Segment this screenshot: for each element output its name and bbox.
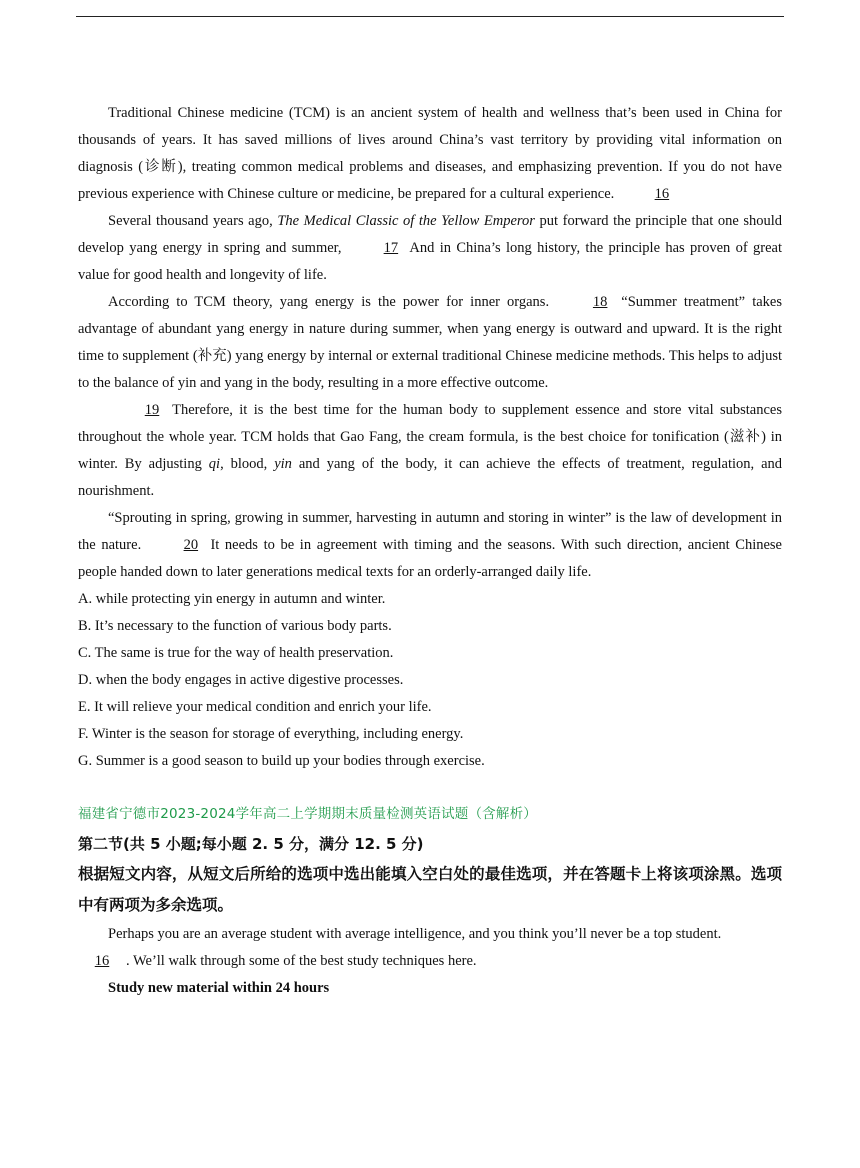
options-list xyxy=(78,586,782,775)
option-d: D. when the body engages in active digestive processes. xyxy=(78,672,404,688)
blank-19: 19 xyxy=(144,402,160,418)
option-c: C. The same is true for the way of health preservation. xyxy=(78,645,394,661)
option-a: A. while protecting yin energy in autumn and winter. xyxy=(78,591,386,607)
term-qi: qi xyxy=(208,456,221,472)
document-page xyxy=(78,100,782,1002)
paragraph-5 xyxy=(78,505,782,586)
instruction-text: 根据短文内容，从短文后所给的选项中选出能填入空白处的最佳选项，并在答题卡上将该项涂黑。选项中有两项为多余选项。 xyxy=(78,865,782,914)
book-title: The Medical Classic of the Yellow Emperor xyxy=(277,213,535,229)
blank-16: 16 xyxy=(654,186,670,202)
paragraph-1 xyxy=(78,100,782,208)
paragraph-4-text-a: Therefore, it is the best time for the human body to supplement essence and store vital substances throughout the whole year. TCM holds that Gao Fang, the cream formula, is the best choice for tonification (滋补) in winter. By adjusting xyxy=(78,402,782,472)
paragraph-4 xyxy=(78,397,782,505)
paragraph-2-text-a: Several thousand years ago, xyxy=(108,213,273,229)
term-yin: yin xyxy=(274,456,292,472)
paragraph-5-text-a: “Sprouting in spring, growing in summer, harvesting in autumn and storing in winter” is the law of development in the nature. xyxy=(78,510,782,553)
paragraph-2-text-b: put forward the principle that one should develop yang energy in spring and summer, xyxy=(78,213,783,256)
subheading: Study new material within 24 hours xyxy=(108,980,330,996)
option-f: F. Winter is the season for storage of everything, including energy. xyxy=(78,726,464,742)
paragraph-2-text-c: And in China’s long history, the principle has proven of great value for good health and longevity of life. xyxy=(78,240,783,283)
paragraph-4-text-b: , blood, xyxy=(220,456,268,472)
blank-18: 18 xyxy=(592,294,608,310)
section-heading: 第二节(共 5 小题;每小题 2. 5 分，满分 12. 5 分) xyxy=(78,835,424,853)
section2-paragraph-2 xyxy=(78,948,782,975)
option-e: E. It will relieve your medical condition and enrich your life. xyxy=(78,699,432,715)
header-rule xyxy=(76,16,784,17)
paragraph-1-text: Traditional Chinese medicine (TCM) is an ancient system of health and wellness that’s been used in China for thousands of years. It has saved millions of lives around China’s vast territory by providing vital information on diagnosis (诊断), treating common medical problems and diseases, and emphasizing prevention. If you do not have previous experience with Chinese culture or medicine, be prepared for a cultural experience. xyxy=(78,105,782,202)
paragraph-3-text-b: “Summer treatment” takes advantage of abundant yang energy in nature during summer, when yang energy is outward and upward. It is the right time to supplement (补充) yang energy by internal or external traditional Chinese medicine methods. This helps to adjust to the balance of yin and yang in the body, resulting in a more effective outcome. xyxy=(78,294,782,391)
paragraph-3 xyxy=(78,289,782,397)
option-g: G. Summer is a good season to build up your bodies through exercise. xyxy=(78,753,485,769)
blank-17: 17 xyxy=(383,240,399,256)
paragraph-4-text-c: and yang of the body, it can achieve the effects of treatment, regulation, and nourishment. xyxy=(78,456,782,499)
option-b: B. It’s necessary to the function of various body parts. xyxy=(78,618,392,634)
paragraph-5-text-b: It needs to be in agreement with timing and the seasons. With such direction, ancient Chinese people handed down to later generations medical texts for an orderly-arranged daily life. xyxy=(78,537,782,580)
section2-paragraph-1: Perhaps you are an average student with average intelligence, and you think you’ll never be a top student. xyxy=(108,926,722,942)
blank-20: 20 xyxy=(183,537,199,553)
section2-paragraph-2-text: . We’ll walk through some of the best study techniques here. xyxy=(126,953,477,969)
paragraph-2 xyxy=(78,208,782,289)
paragraph-3-text-a: According to TCM theory, yang energy is the power for inner organs. xyxy=(108,294,550,310)
source-title: 福建省宁德市2023-2024学年高二上学期期末质量检测英语试题（含解析） xyxy=(78,806,537,822)
section2-blank-16: 16 xyxy=(94,953,110,969)
